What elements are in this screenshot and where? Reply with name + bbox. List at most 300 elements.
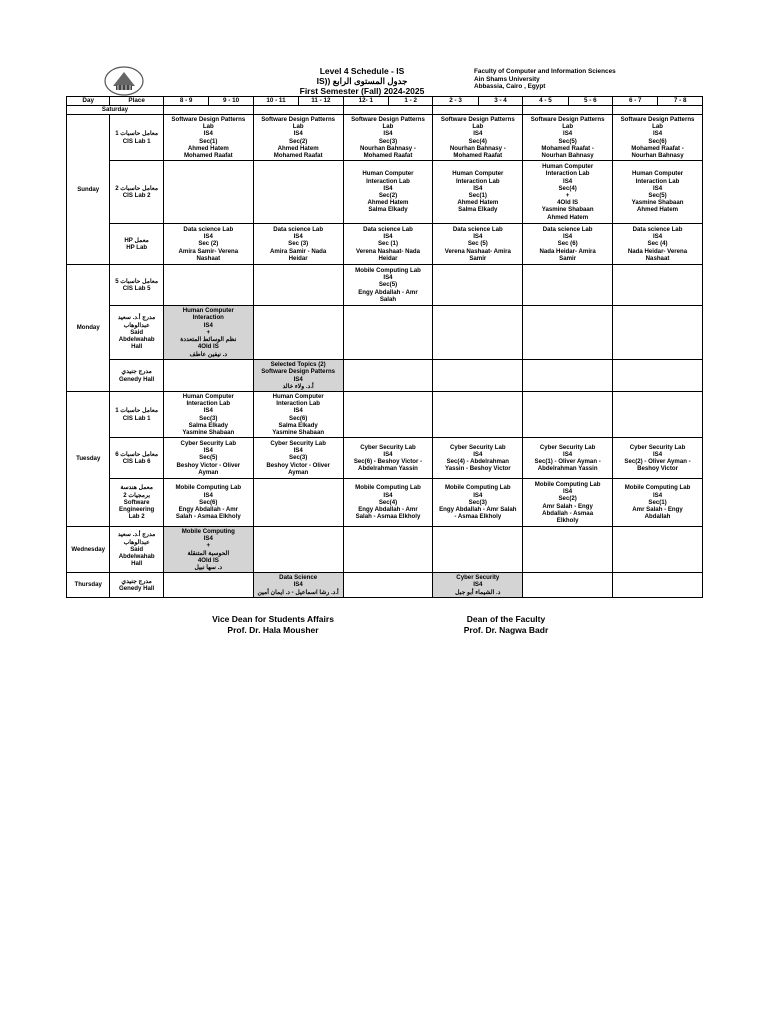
schedule-row bbox=[67, 265, 703, 306]
cell-line: IS4 bbox=[652, 184, 663, 192]
cell-line: Said bbox=[130, 545, 144, 553]
session-cell bbox=[163, 479, 253, 527]
cell-line: CIS Lab 5 bbox=[122, 285, 151, 292]
schedule-row bbox=[67, 527, 703, 573]
empty-cell bbox=[163, 573, 253, 598]
cell-line: IS4 bbox=[473, 450, 483, 458]
schedule-row bbox=[67, 438, 703, 479]
day-label: Sunday bbox=[67, 115, 110, 265]
cell-line: CIS Lab 2 bbox=[122, 192, 151, 199]
cell-line: Cyber Security Lab bbox=[539, 443, 596, 451]
schedule-row bbox=[67, 392, 703, 438]
cell-line: HP Lab bbox=[126, 244, 148, 251]
empty-cell bbox=[523, 106, 613, 115]
schedule-row bbox=[67, 479, 703, 527]
cell-line: برمجيات 2 bbox=[123, 491, 151, 499]
cell-line: Ahmed Hatem bbox=[547, 213, 589, 221]
cell-line: IS4 bbox=[383, 233, 393, 241]
cell-line: معامل حاسبات 5 bbox=[115, 277, 159, 285]
session-cell bbox=[343, 438, 433, 479]
empty-cell bbox=[523, 265, 613, 306]
cell-line: Mobile Computing Lab bbox=[355, 266, 421, 274]
cell-line: Nourhan Bahnasy bbox=[541, 151, 594, 159]
cell-line: Salah bbox=[379, 295, 397, 303]
session-cell bbox=[163, 224, 253, 265]
place-cell bbox=[110, 161, 164, 224]
cell-line: IS4 bbox=[473, 233, 483, 241]
lecture-cell bbox=[163, 527, 253, 573]
slot-header: 8 - 9 bbox=[163, 97, 208, 106]
cell-line: Heidar bbox=[288, 254, 308, 262]
cell-line: Sec(6) bbox=[289, 414, 308, 422]
place-header: Place bbox=[110, 97, 164, 106]
empty-cell bbox=[343, 573, 433, 598]
session-cell bbox=[253, 224, 343, 265]
session-cell bbox=[613, 438, 703, 479]
cell-line: معامل حاسبات 1 bbox=[115, 130, 159, 138]
cell-line: Engy Abdallah - Amr bbox=[358, 288, 418, 296]
cell-line: Amr Salah - Engy bbox=[542, 502, 593, 510]
cell-line: Ahmed Hatem bbox=[367, 199, 409, 207]
session-cell bbox=[433, 438, 523, 479]
empty-cell bbox=[253, 527, 343, 573]
cell-line: Sec(5) bbox=[378, 281, 398, 289]
cell-line: Interaction Lab bbox=[366, 177, 410, 185]
cell-line: 4Old IS bbox=[197, 556, 219, 564]
cell-line: Yassin - Beshoy Victor bbox=[445, 465, 511, 473]
schedule-table bbox=[66, 96, 703, 598]
empty-cell bbox=[253, 479, 343, 527]
cell-line: + bbox=[565, 192, 570, 199]
session-cell bbox=[523, 115, 613, 161]
empty-cell bbox=[433, 106, 523, 115]
cell-line: IS4 bbox=[383, 491, 393, 499]
cell-line: Lab bbox=[472, 123, 484, 131]
cell-line: Data science Lab bbox=[273, 225, 324, 233]
session-cell bbox=[613, 224, 703, 265]
cell-line: Engy Abdallah - Amr bbox=[178, 506, 239, 514]
header-row bbox=[67, 97, 703, 106]
cell-line: Salma Elkady bbox=[278, 421, 318, 429]
schedule-row bbox=[67, 224, 703, 265]
slot-header: 2 - 3 bbox=[433, 97, 478, 106]
schedule-row bbox=[67, 306, 703, 360]
cell-line: Sec(6) bbox=[648, 137, 667, 145]
cell-line: Abdelwahab bbox=[118, 336, 155, 344]
cell-line: IS4 bbox=[473, 184, 483, 192]
day-label: Saturday bbox=[67, 106, 164, 115]
cell-line: IS4 bbox=[473, 130, 483, 138]
cell-line: 4Old IS bbox=[557, 199, 579, 207]
cell-line: Mobile Computing Lab bbox=[355, 484, 421, 492]
empty-cell bbox=[613, 573, 703, 598]
cell-line: Ahmed Hatem bbox=[457, 199, 499, 207]
session-cell bbox=[253, 115, 343, 161]
cell-line: IS4 bbox=[293, 233, 303, 241]
cell-line: Amira Samir- Verena bbox=[178, 247, 239, 255]
cell-line: Nourhan Bahnasy - bbox=[360, 144, 416, 152]
schedule-row bbox=[67, 360, 703, 392]
cell-line: Sec(3) bbox=[289, 454, 308, 462]
session-cell bbox=[613, 161, 703, 224]
cell-line: Sec(1) bbox=[648, 498, 667, 506]
cell-line: Cyber Security Lab bbox=[450, 443, 506, 451]
session-cell bbox=[613, 479, 703, 527]
empty-cell bbox=[343, 360, 433, 392]
schedule-row bbox=[67, 115, 703, 161]
cell-line: Mobile Computing Lab bbox=[175, 484, 242, 492]
place-cell bbox=[110, 392, 164, 438]
day-label: Thursday bbox=[67, 573, 110, 598]
session-cell bbox=[433, 161, 523, 224]
cell-line: - Asmaa Elkholy bbox=[454, 513, 502, 521]
cell-line: IS4 bbox=[563, 233, 573, 241]
saturday-row bbox=[67, 106, 703, 115]
cell-line: IS4 bbox=[652, 450, 663, 458]
place-cell bbox=[110, 527, 164, 573]
cell-line: Samir bbox=[559, 254, 577, 262]
cell-line: CIS Lab 6 bbox=[122, 458, 151, 465]
empty-cell bbox=[163, 161, 253, 224]
cell-line: Lab bbox=[382, 123, 394, 131]
cell-line: Mohamed Raafat bbox=[453, 151, 503, 159]
cell-line: Software Design Patterns bbox=[171, 115, 246, 123]
empty-cell bbox=[343, 306, 433, 360]
empty-cell bbox=[343, 106, 433, 115]
cell-line: Abdelwahab bbox=[118, 553, 155, 561]
cell-line: معامل حاسبات 1 bbox=[115, 407, 159, 415]
slot-header: 7 - 8 bbox=[658, 97, 703, 106]
cell-line: Salah - Asmaa Elkholy bbox=[175, 513, 241, 521]
cell-line: CIS Lab 1 bbox=[122, 137, 151, 145]
cell-line: Cyber Security Lab bbox=[629, 443, 686, 451]
empty-cell bbox=[433, 265, 523, 306]
cell-line: Ahmed Hatem bbox=[187, 144, 229, 152]
schedule-title: Level 4 Schedule - IS IS)) جدول المستوى الرابع First Semester (Fall) 2024-2025 bbox=[299, 66, 425, 96]
cell-line: IS4 bbox=[563, 130, 573, 138]
cell-line: IS4 bbox=[563, 450, 573, 458]
cell-line: Sec(4) bbox=[558, 184, 577, 192]
dean-signature: Dean of the Faculty Prof. Dr. Nagwa Badr bbox=[463, 614, 549, 635]
cell-line: IS4 bbox=[203, 491, 213, 499]
cell-line: Sec (1) bbox=[377, 240, 398, 248]
cell-line: Software Design Patterns bbox=[440, 115, 515, 123]
cell-line: Yasmine Shabaan bbox=[541, 206, 594, 214]
cell-line: Genedy Hall bbox=[119, 585, 155, 592]
slot-header: 3 - 4 bbox=[478, 97, 522, 106]
empty-cell bbox=[253, 265, 343, 306]
empty-cell bbox=[523, 527, 613, 573]
cell-line: Abdelrahman Yassin bbox=[358, 465, 418, 473]
cell-line: Mohamed Raafat - bbox=[631, 144, 684, 152]
place-cell bbox=[110, 360, 164, 392]
cell-line: IS4 bbox=[473, 491, 483, 499]
cell-line: Software Design Patterns bbox=[351, 115, 425, 123]
cell-line: Sec(2) - Oliver Ayman - bbox=[624, 458, 691, 465]
slot-header: 6 - 7 bbox=[613, 97, 658, 106]
cell-line: Verena Nashaat- Amira bbox=[444, 247, 511, 255]
cell-line: IS4 bbox=[203, 130, 213, 138]
place-cell bbox=[110, 479, 164, 527]
cell-line: Salma Elkady bbox=[188, 421, 228, 429]
faculty-info: Faculty of Computer and Information Sciences Ain Shams University Abbassia, Cairo , Egypt bbox=[474, 68, 616, 91]
empty-cell bbox=[163, 106, 253, 115]
cell-line: Human Computer bbox=[182, 392, 234, 400]
cell-line: Nada Heidar- Amira bbox=[539, 247, 596, 255]
cell-line: Sec (3) bbox=[288, 240, 309, 248]
empty-cell bbox=[253, 106, 343, 115]
cell-line: Ahmed Hatem bbox=[277, 144, 319, 152]
cell-line: Yasmine Shabaan bbox=[631, 199, 684, 207]
cell-line: Sec(4) bbox=[468, 137, 487, 145]
place-cell bbox=[110, 438, 164, 479]
cell-line: IS4 bbox=[203, 447, 213, 455]
slot-header: 5 - 6 bbox=[568, 97, 612, 106]
cell-line: Data science Lab bbox=[542, 225, 593, 233]
cell-line: Sec(3) bbox=[199, 414, 218, 422]
cell-line: IS4 bbox=[652, 491, 663, 499]
cell-line: Data science Lab bbox=[632, 225, 683, 233]
cell-line: معامل حاسبات 2 bbox=[115, 184, 159, 192]
cell-line: Sec(6) bbox=[199, 498, 218, 506]
cell-line: Data science Lab bbox=[363, 225, 413, 233]
schedule-row bbox=[67, 573, 703, 598]
cell-line: Lab 2 bbox=[128, 513, 145, 521]
session-cell bbox=[343, 479, 433, 527]
cell-line: Sec (5) bbox=[467, 240, 488, 248]
cell-line: د. نيفين عاطف bbox=[189, 350, 228, 358]
cell-line: Salah - Asmaa Elkholy bbox=[355, 513, 421, 521]
cell-line: IS4 bbox=[383, 274, 393, 282]
cell-line: Selected Topics (2) bbox=[270, 361, 326, 369]
cell-line: Mobile Computing Lab bbox=[534, 480, 601, 488]
cell-line: Sec(3) bbox=[378, 137, 398, 145]
cell-line: Mobile Computing Lab bbox=[624, 484, 691, 492]
empty-cell bbox=[163, 360, 253, 392]
cell-line: IS4 bbox=[203, 535, 213, 543]
cell-line: Interaction bbox=[192, 314, 224, 322]
session-cell bbox=[343, 115, 433, 161]
session-cell bbox=[433, 115, 523, 161]
cell-line: IS4 bbox=[203, 407, 213, 415]
cell-line: Samir bbox=[469, 254, 487, 262]
place-cell bbox=[110, 265, 164, 306]
cell-line: Sec(1) bbox=[199, 137, 218, 145]
cell-line: Sec(2) bbox=[378, 192, 398, 199]
cell-line: عبدالوهاب bbox=[123, 321, 150, 329]
cell-line: Salma Elkady bbox=[368, 206, 408, 214]
cell-line: Nourhan Bahnasy bbox=[631, 151, 684, 159]
cell-line: Genedy Hall bbox=[119, 375, 155, 383]
cell-line: نظم الوسائط المتعددة bbox=[180, 336, 237, 344]
cell-line: Sec(6) - Beshoy Victor - bbox=[353, 458, 423, 465]
cell-line: Mobile Computing Lab bbox=[444, 484, 511, 492]
cell-line: CIS Lab 1 bbox=[122, 414, 151, 422]
empty-cell bbox=[433, 392, 523, 438]
cell-line: Engineering bbox=[119, 506, 155, 514]
cell-line: Mohamed Raafat bbox=[273, 151, 323, 159]
cell-line: + bbox=[206, 328, 211, 336]
cell-line: Mohamed Raafat - bbox=[541, 144, 594, 152]
lecture-cell bbox=[433, 573, 523, 598]
session-cell bbox=[613, 115, 703, 161]
cell-line: Sec(2) bbox=[558, 495, 577, 503]
cell-line: Cyber Security Lab bbox=[270, 439, 326, 447]
cell-line: Human Computer bbox=[362, 170, 414, 178]
cell-line: Sec(5) bbox=[199, 454, 218, 462]
slot-header: 1 - 2 bbox=[388, 97, 432, 106]
cell-line: Nourhan Bahnasy - bbox=[449, 144, 506, 152]
cell-line: Sec (2) bbox=[198, 240, 219, 248]
cell-line: Sec(1) bbox=[468, 192, 487, 199]
cell-line: + bbox=[206, 542, 211, 550]
cell-line: IS4 bbox=[203, 233, 213, 241]
session-cell bbox=[253, 392, 343, 438]
place-cell bbox=[110, 115, 164, 161]
cell-line: الحوسبة المتنقلة bbox=[187, 549, 230, 557]
cell-line: Mohamed Raafat bbox=[363, 151, 413, 159]
cell-line: Sec (6) bbox=[557, 240, 578, 248]
cell-line: Engy Abdallah - Amr Salah bbox=[439, 506, 517, 514]
cell-line: Lab bbox=[652, 123, 663, 131]
lecture-cell bbox=[253, 573, 343, 598]
session-cell bbox=[163, 392, 253, 438]
vice-dean-signature: Vice Dean for Students Affairs Prof. Dr. Hala Mousher bbox=[212, 614, 334, 635]
cell-line: IS4 bbox=[383, 184, 393, 192]
cell-line: Beshoy Victor - Oliver bbox=[176, 461, 241, 469]
lecture-cell bbox=[163, 306, 253, 360]
cell-line: Software bbox=[123, 498, 150, 506]
cell-line: Elkholy bbox=[556, 516, 579, 524]
cell-line: Mobile Computing bbox=[181, 527, 235, 535]
empty-cell bbox=[613, 527, 703, 573]
cell-line: Interaction Lab bbox=[635, 177, 680, 185]
cell-line: Interaction Lab bbox=[545, 170, 590, 178]
cell-line: IS4 bbox=[203, 321, 213, 329]
session-cell bbox=[523, 479, 613, 527]
cell-line: Cyber Security Lab bbox=[360, 443, 416, 451]
cell-line: مدرج جنيدي bbox=[121, 368, 152, 376]
empty-cell bbox=[343, 527, 433, 573]
cell-line: Salma Elkady bbox=[458, 206, 498, 214]
cell-line: مدرج أ.د. سعيد bbox=[117, 531, 156, 539]
slot-header: 9 - 10 bbox=[209, 97, 253, 106]
cell-line: Human Computer bbox=[542, 163, 594, 171]
session-cell bbox=[523, 224, 613, 265]
cell-line: IS4 bbox=[652, 233, 663, 241]
cell-line: Ayman bbox=[198, 468, 219, 476]
empty-cell bbox=[343, 392, 433, 438]
cell-line: Data science Lab bbox=[452, 225, 503, 233]
cell-line: Yasmine Shabaan bbox=[272, 428, 325, 436]
cell-line: Hall bbox=[131, 560, 143, 568]
session-cell bbox=[343, 265, 433, 306]
cell-line: Amira Samir - Nada bbox=[270, 247, 327, 255]
cell-line: د. الشيماء أبو جبل bbox=[455, 588, 501, 596]
session-cell bbox=[343, 224, 433, 265]
session-cell bbox=[523, 438, 613, 479]
cell-line: IS4 bbox=[383, 450, 393, 458]
slot-header: 11 - 12 bbox=[299, 97, 343, 106]
slot-header: 12- 1 bbox=[343, 97, 388, 106]
cell-line: Software Design Patterns bbox=[530, 115, 605, 123]
cell-line: Software Design Patterns bbox=[261, 368, 336, 376]
empty-cell bbox=[523, 392, 613, 438]
cell-line: أ.د. رشا اسماعيل - د. ايمان أمين bbox=[257, 588, 339, 596]
place-cell bbox=[110, 573, 164, 598]
cell-line: Cyber Security bbox=[456, 574, 500, 582]
session-cell bbox=[433, 224, 523, 265]
cell-line: Abdallah - Asmaa bbox=[542, 509, 594, 517]
cell-line: Abdelrahman Yassin bbox=[537, 465, 598, 473]
day-label: Wednesday bbox=[67, 527, 110, 573]
cell-line: Hall bbox=[131, 343, 143, 351]
session-cell bbox=[433, 479, 523, 527]
lecture-cell bbox=[253, 360, 343, 392]
cell-line: IS4 bbox=[652, 130, 663, 138]
cell-line: IS4 bbox=[293, 581, 303, 589]
cell-line: Human Computer bbox=[452, 170, 504, 178]
cell-line: Ayman bbox=[288, 468, 309, 476]
cell-line: Verena Nashaat- Nada bbox=[355, 247, 420, 255]
cell-line: IS4 bbox=[293, 407, 303, 415]
cell-line: Sec(3) bbox=[468, 498, 487, 506]
empty-cell bbox=[613, 360, 703, 392]
session-cell bbox=[163, 438, 253, 479]
cell-line: Interaction Lab bbox=[455, 177, 500, 185]
cell-line: Nada Heidar- Verena bbox=[627, 247, 688, 255]
cell-line: Data Science bbox=[279, 574, 318, 582]
cell-line: Cyber Security Lab bbox=[180, 439, 237, 447]
session-cell bbox=[523, 161, 613, 224]
empty-cell bbox=[523, 360, 613, 392]
cell-line: Interaction Lab bbox=[276, 400, 320, 408]
cell-line: Nashaat bbox=[196, 254, 221, 262]
session-cell bbox=[163, 115, 253, 161]
cell-line: Amr Salah - Engy bbox=[632, 506, 683, 514]
cell-line: Sec(5) bbox=[648, 192, 667, 199]
empty-cell bbox=[613, 265, 703, 306]
cell-line: Sec(2) bbox=[289, 137, 308, 145]
cell-line: IS4 bbox=[293, 375, 303, 383]
cell-line: Nashaat bbox=[645, 254, 670, 262]
session-cell bbox=[253, 438, 343, 479]
empty-cell bbox=[433, 360, 523, 392]
empty-cell bbox=[613, 306, 703, 360]
day-header: Day bbox=[67, 97, 110, 106]
cell-line: Lab bbox=[202, 123, 214, 131]
cell-line: Ahmed Hatem bbox=[637, 206, 679, 214]
cell-line: Software Design Patterns bbox=[620, 115, 695, 123]
cell-line: Heidar bbox=[378, 254, 398, 262]
empty-cell bbox=[523, 306, 613, 360]
cell-line: Yasmine Shabaan bbox=[182, 428, 235, 436]
cell-line: Human Computer bbox=[182, 307, 234, 315]
cell-line: Beshoy Victor - Oliver bbox=[266, 461, 330, 469]
cell-line: Mohamed Raafat bbox=[183, 151, 233, 159]
empty-cell bbox=[613, 392, 703, 438]
cell-line: د. سها نبيل bbox=[194, 563, 223, 571]
cell-line: Lab bbox=[292, 123, 304, 131]
empty-cell bbox=[523, 573, 613, 598]
cell-line: Data science Lab bbox=[183, 225, 234, 233]
empty-cell bbox=[613, 106, 703, 115]
cell-line: Sec(4) bbox=[378, 498, 398, 506]
cell-line: Sec (4) bbox=[647, 240, 668, 248]
schedule-row bbox=[67, 161, 703, 224]
cell-line: IS4 bbox=[563, 488, 573, 496]
cell-line: IS4 bbox=[293, 130, 303, 138]
